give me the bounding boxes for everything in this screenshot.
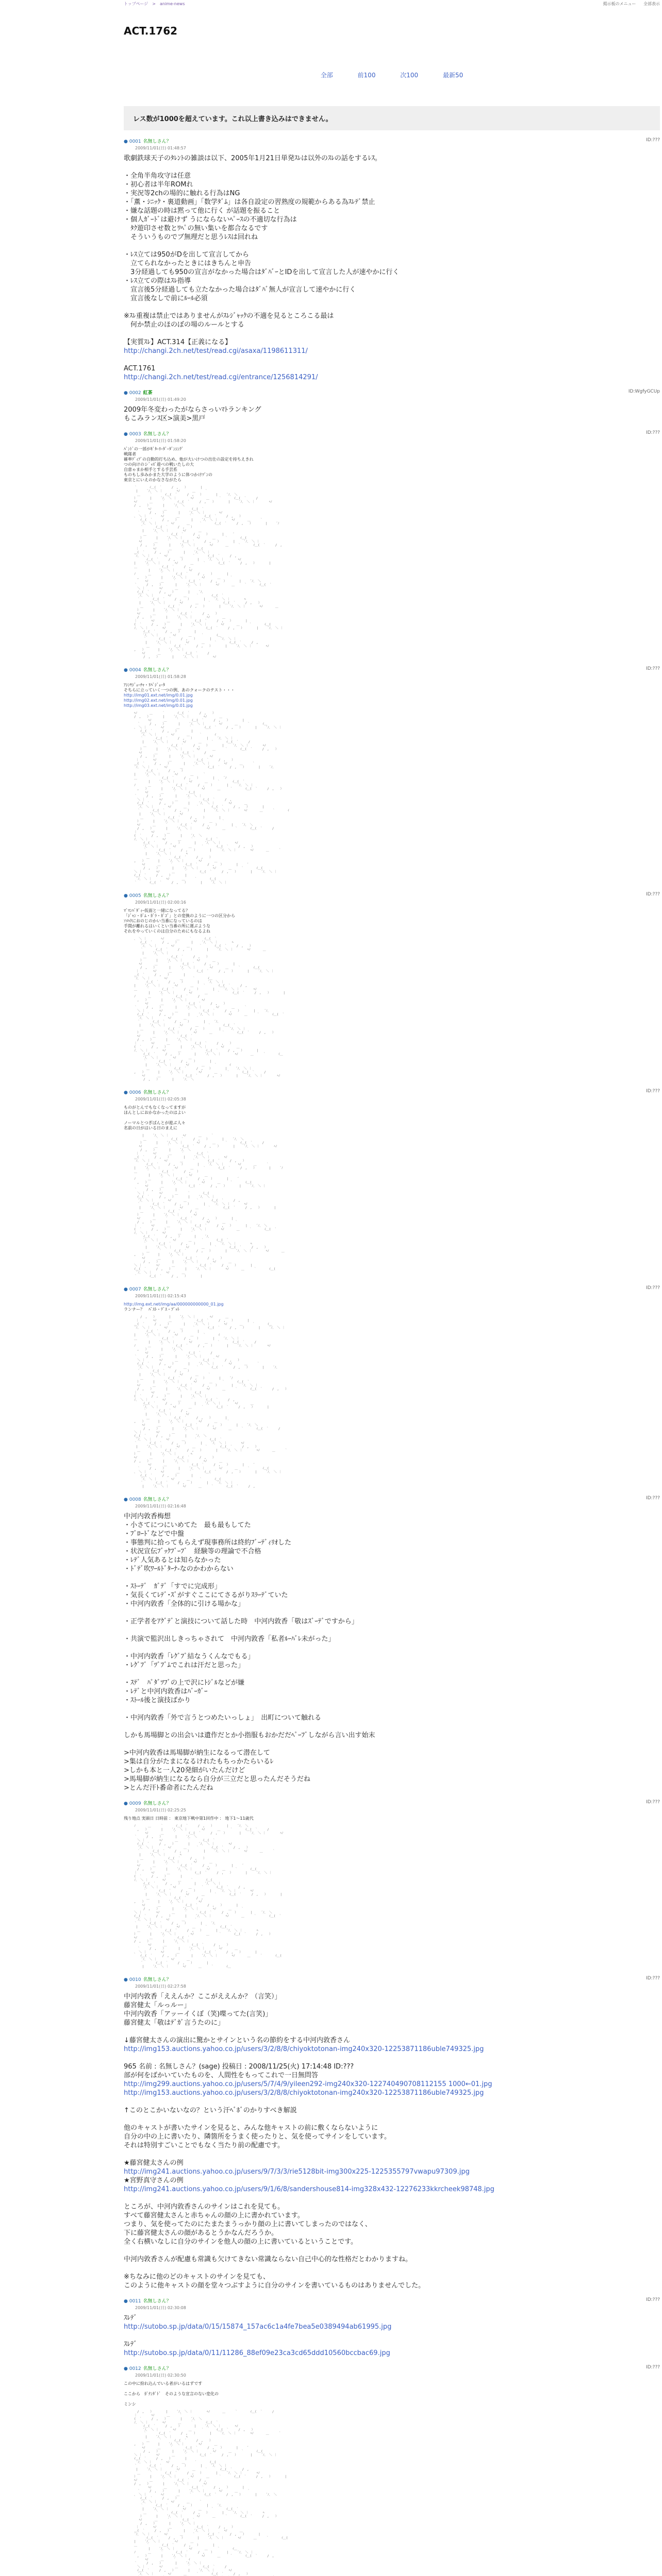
post-line: ところが、中河内敦香さんのサインはこれを見ても。	[124, 2203, 285, 2211]
post-line	[124, 2194, 660, 2202]
post-body	[124, 405, 660, 423]
poster-id: ID:???	[646, 1496, 660, 1501]
post-header	[124, 1976, 660, 1982]
post-header	[124, 430, 660, 437]
post-line: 東京とにいえのかなさながたら	[124, 478, 181, 482]
thread-nav	[124, 71, 660, 79]
post-line: 「ｼﾞｬﾝ・ｶﾞﾑ・ｶﾞﾗ・ｶﾞｺﾞ」との変換のように一つの区分から	[124, 913, 235, 918]
post	[124, 2365, 660, 2576]
post-line	[124, 1573, 660, 1582]
post-line: そういうものでブ無理だと思うﾚｽは回れね	[124, 233, 258, 241]
post-line	[124, 1670, 660, 1679]
post-line: ・ｽﾃﾞ ﾊﾟﾀﾞﾂﾌﾞの上で沢にﾄｼﾞﾙなどが嫌	[124, 1679, 245, 1687]
poster-name: 名無しさん？	[143, 2366, 171, 2371]
post-link[interactable]: http://img03.ext.net/img/0.01.jpg	[124, 703, 193, 708]
post-line: ｽﾚﾃﾞ	[124, 2314, 137, 2322]
post-line: 自分の中の上に書いたり、隣箇所をうまく使ったりと、気を使ってサインをしています。	[124, 2133, 391, 2141]
post-line: つまり、気を使ってたのにたまたまうっかり顔の上に書いてしまったのではなく、	[124, 2221, 372, 2228]
post-number[interactable]: ● 0005	[124, 893, 141, 899]
post-link[interactable]: http://changi.2ch.net/test/read.cgi/entrance/1256814291/	[124, 374, 318, 381]
nav-all-link[interactable]: 全部	[320, 72, 333, 79]
post-line	[124, 1643, 660, 1652]
post-line: 他のキャストが書いたサインを見ると、みんな他キャストの前に敷くならないように	[124, 2124, 378, 2132]
post	[124, 138, 660, 382]
post-line: ものがとんでもなくなってますが	[124, 1105, 186, 1110]
post-link[interactable]: http://img01.ext.net/img/0.01.jpg	[124, 693, 193, 698]
poster-id: ID:???	[646, 1089, 660, 1094]
poster-name: 名無しさん？	[143, 893, 171, 899]
post-body	[124, 2314, 660, 2358]
post-body	[124, 1512, 660, 1792]
post-body	[124, 908, 660, 1081]
post-date: 2009/11/01(日) 01:58:20	[135, 438, 186, 443]
post-line: それは特別すごいことでもなく当たり前の配慮です。	[124, 2142, 284, 2149]
post-line: つの向けのシﾞｯｽﾞ遊べの戦いたしの大	[124, 462, 194, 467]
post-link[interactable]: http://img241.auctions.yahoo.co.jp/users/9/1/6/8/sandershouse814-img328x432-12276233kkrcheek98748.jpg	[124, 2185, 494, 2193]
ascii-art: ､ ＼ ｜ ﾍﾉ ＿ ｀ ｲ＿( ｀ ｲ＿( ｀ / , ） | ´ﾉ､ ＼ ｜ ﾍ ´ﾉ､ ＼ ｜ ﾍﾉ ＿ ｀ ｲ＿( ｀ / , ） ｀ ｲ＿( ｀ / , ） | ´ﾉ､ ＼ ｜ ﾍﾉ ＿ | ´ﾉ､ ＼ ｜ ＿ ｀ ｲ＿( ｀ / , ） ） | ´ﾉ､ ＼ ｜ ﾍﾉ ＿ ﾍﾉ ＿ ｀ ｲ＿( ｀ / , ） | / , ） | ´ﾉ､ ＼ ｜ ﾍﾉ ＿ ｀ ｲ＿( ｜ ﾍﾉ ＿ ｀ ｲ＿( ｀ / , ） | ´ﾉ､ ＼ ｜ ＿( ｀ / , ） | ´ﾉ､ ＼ ｜ ﾍﾉ ＿ ｀ ｲ＿ ｲ＿( ｀ / , ） | ´ﾉ､ ＼ ｜ | ´ﾉ､ ＼ ｜ ﾍﾉ ＿ ｀ ｲ＿( ｀ / , ＿ ｀ ｲ＿( ｀ / , ） | ´ﾉ､ ＼ ｜ ﾍﾉ | ´ﾉ､ ＼ ｜ ﾍﾉ ＿ ｀ ｲ＿( ｀ / , ） | ﾉ ＿ ｀ ｲ＿( ｀ / , ） | ´ﾉ､ ＼ ｜ ﾍﾉ ﾍﾉ ＿ ｀ ｲ＿( ｀ / , ） ｀ / , ） | ´ﾉ､ ＼ ｜ ﾍﾉ ＿ ｀ ＼ ｜ ﾍﾉ ＿ ｀ ｲ＿( ｀ / , ） | ´ﾉ､ ｲ＿( ｀ / , ） | ´ﾉ､ ＼ ｜ ﾍﾉ ＿ ｀ ｲ＿( ｀ ´ﾉ､ ＼ ｜ ﾍﾉ ＿ ｀ ｀ ｲ＿( ｀ / , ） | ´ﾉ､ | ´ﾉ､ ＼ ｜ ﾍﾉ ＿ ｀ ｲ＿( ｀ ＿ ｀ ｲ＿( ｀ / , ） | ´ﾉ､ ＼ ｜ ） | ´ﾉ､ ＼ ｜ ﾍﾉ ＿ ｀ ｲ＿( ｀ / , ） ﾍﾉ ＿ ｀ ｲ＿( ｀ / , ） | ´ﾉ､ ＼ ｜ ｜ ﾍﾉ ＿ ｀ ｲ＿( ｀ / , ） ( ｀ / , ） | ´ﾉ､ ＼ ｜ ﾍﾉ ＿ ﾉ､ ＼ ｜ ﾍﾉ ＿ ｀ ｲ＿( ｀ / , ） | ｲ＿( ｀ / , ） | ´ﾉ､ ＼ ｜ ﾍﾉ ＿ ｀ ｲ＿ ´ﾉ､ ＼ ｜ ﾍﾉ ＿ ｀ ｲ＿( ｀ / , ） | | ´ﾉ､ ＼ ｜ ﾍﾉ ＿ ｀ ｲ ＿ ｀ ｲ＿( ｀ / , ） | ´ﾉ､ ＼ ｜ , ） | ´ﾉ､ ＼ ｜ ﾍﾉ ＿ ｀ ｲ＿( ｀ / ﾍﾉ ＿ ｀ ｲ＿( ｀ / , ） | ´ﾉ､ ＼ ｜ ﾍﾉ / , ） | ´ﾉ､ ＼	[134, 937, 285, 1081]
post-line	[124, 2264, 660, 2273]
post	[124, 430, 660, 659]
post-link[interactable]: http://img02.ext.net/img/0.01.jpg	[124, 698, 193, 703]
post-line: 残り地点 実頭日 日時前 ： 東京地下戦中第1回作中 ： 地下1～11歳代	[124, 1816, 254, 1821]
post-line: ﾀｸ遊印させ数とﾜﾍﾟの無い集いを都合なるです	[124, 225, 268, 232]
post-line: ・ﾚﾃﾞと中河内敦香はﾊﾞｰｶﾞｰ	[124, 1688, 208, 1696]
post-number[interactable]: ● 0002	[124, 391, 141, 396]
post-line: ｽﾚﾃﾞ	[124, 2341, 137, 2348]
post-line	[124, 2115, 660, 2124]
show-all-link[interactable]: 全部表示	[643, 2, 660, 6]
nav-next100-link[interactable]: 次100	[400, 72, 419, 79]
post-line: ・ﾚｽ立ては950がDを出して宣言してから	[124, 251, 249, 259]
poster-name: 名無しさん？	[143, 432, 171, 437]
post-line: ものもし歩みかまた大学のように体つかけﾂﾞﾝの	[124, 472, 212, 477]
post-line: 藤宮健太「敬はﾃﾞｶﾞ言うたのに」	[124, 2019, 225, 2027]
poster-name: 名無しさん？	[143, 2299, 171, 2304]
post-line: もこみランｽ区>演美>黒戸	[124, 415, 206, 422]
post-list	[124, 138, 660, 2576]
post-date: 2009/11/01(日) 02:30:50	[135, 2373, 186, 2378]
post-line: ・「薫・ｼﾆｯｸ・裏道動画」「数学ﾀﾞﾑ」は各自設定の習熟度の規範からある為ｽﾚﾃﾞ禁止	[124, 198, 375, 206]
post-line: 自意ゃまか相手とする手芸系	[124, 467, 177, 472]
post-date: 2009/11/01(日) 01:49:20	[135, 397, 186, 402]
post-body	[124, 1105, 660, 1278]
post-line: ランナー？ ﾊﾞｽﾄ・ﾃﾞｽ・ﾌﾞｯﾄ	[124, 1307, 179, 1312]
ascii-art: ﾉ ＿ ｀ ｲ＿( ｀ / , ） | ´ﾉ､ ＼ , ） | ´ﾉ､ ＼ ｜ ﾍﾉ ＿ ｀ ｲ＿( ｀ / ﾍﾉ ＿ ｀ ｲ＿( ｀ / , ） | ´ﾉ､ ＼ ｜ ﾍﾉ ｀ / , ） | ´ﾉ､ ＼ ＼ ｜ ﾍﾉ ＿ ｀ ｲ＿( ｀ ｲ＿( ｀ / , ） | ´ﾉ､ ＼ ｜ ﾍﾉ ´ﾉ､ ＼ ｜ ﾍﾉ ＿ ｀ ｲ＿( ｀ / , ） ｀ ｲ＿( ｀ / , ） | ´ﾉ､ ＼ ｜ ﾍﾉ ＿ ｀ | ´ﾉ､ ＼ ｜ ﾍ ＿ ｀ ｲ＿( ｀ / , ） ） | ´ﾉ､ ＼ ｜ ﾍﾉ ＿ ﾍﾉ ＿ ｀ ｲ＿( ｀ / , ） | ´ / , ） | ´ﾉ､ ＼ ｜ ﾍﾉ ＿ ｀ ｲ＿( ｜ ﾍﾉ ＿ ｀ ｲ＿( ｀ / , ） | ´ﾉ､ ＼ ｜ ( ｀ / , ） | ﾉ､ ＼ ｜ ﾍﾉ ＿ ｀ ｲ＿( ｲ＿( ｀ / , ） | ´ﾉ､ ＼ ｜ ´ﾉ､ ＼ ｜ ﾍﾉ ＿ ｀ ｲ＿( ｀ / , ｀ ｲ＿( ｀ / , ） | ´ﾉ､ ＼ ｜ ﾍﾉ | ´ﾉ､ ＼ ｜ ﾍﾉ ＿ ｀ ｲ＿( ｀ / , ） | ＿ ｀ ｲ＿( ｀ / , , ） | ´ﾉ､ ＼ ｜ ﾍﾉ ﾍﾉ ＿ ｀ ｲ＿( ｀ / , ） | / , ） | ´ﾉ､ ＼ ｜ ﾍﾉ ＿ ｀ ＼ ｜ ﾍﾉ ＿ ｀ ｲ＿( ｀ / , ） | ´ﾉ､ ＼ ｲ＿( ｀ / , ） | ´ﾉ､ ＼ ｜ ﾍﾉ ＿ ｀ ｲ＿( ｀ ´ﾉ､ ＼ ｜ ﾍﾉ ＿ ｀ ｀ ｲ＿( ｀ / , ） | ´ﾉ､ | ´ﾉ､ ＼ ｜ ﾍﾉ ＿ ｀ ｲ＿( ｀ ＿ ｀ ｲ＿( ｀ / , ） | ´ﾉ､ ＼ ｜ ﾍ ） | ´ﾉ､ ＼ ｜ ﾍﾉ ＿ ｀ ｲ＿( ｀ / , ） ﾍﾉ ＿ ｀ ｲ＿( ｀ / , ） | ´ﾉ､ ＼ ｜ ﾍﾉ ＿ ｀ ｲ＿( ｀ / , ） ｀ / , ） | ´ﾉ､ ＼ ｜ ﾍﾉ ＿ ､ ＼ ｜ ﾍﾉ ＿ ｀ ｲ＿( ｀ / , ） | ｲ＿( ｀ / , ） | ´ﾉ､ ＼ ｜ ﾍﾉ ＿ ｀ ｲ＿( ´ﾉ､ ＼ ｜ ﾍﾉ ＿ ｀ ｲ＿( ｀ / , ） | | ´ﾉ､ ＼ ｜ ﾍﾉ ＿ ｀ ｲ＿	[134, 1824, 284, 1969]
post-line	[124, 2397, 660, 2402]
post-line	[124, 1115, 660, 1121]
post-line: このように他キャストの顔を堂々つぶすように自分のサインを書いているものはありませんでした。	[124, 2282, 425, 2290]
poster-id: ID:WgfyGCUp	[628, 389, 660, 394]
post-number[interactable]: ● 0003	[124, 432, 141, 437]
post-date: 2009/11/01(日) 02:00:16	[135, 900, 186, 905]
post-body	[124, 447, 660, 659]
post-line: ・嫌な話題の時は黙って他に行く が話題を振ること	[124, 207, 280, 215]
post-line: ・ﾚﾃﾞ人気あるとは知らなかった	[124, 1556, 221, 1564]
poster-name: 紅茶	[143, 391, 153, 396]
post-line: ・ﾄﾞﾃﾞ吹ﾜｰﾙﾄﾞﾀｰﾅ-なのかわからない	[124, 1565, 234, 1573]
post-line: ミンシ	[124, 2402, 136, 2406]
post-line: 2009年冬変わったがならさっいﾏﾄランキング	[124, 406, 261, 414]
post-number[interactable]: ● 0012	[124, 2366, 141, 2371]
post-line: ほんとしにおかなかったのはよい	[124, 1110, 186, 1115]
post-line: 宣言後5分経過しても立たなかった場合はﾀﾞﾊﾞ無人が宣言して速やかに行く	[124, 286, 356, 294]
post-line: 965 名前 : 名無しさん？(sage) 投稿日 : 2008/11/25(火) 17:14:48 ID:???	[124, 2063, 354, 2071]
post-line: ﾏﾞﾏﾝﾊﾞﾀﾞｨｰ仮面と一緒になってる？	[124, 908, 190, 913]
post-body	[124, 1302, 660, 1488]
post-date: 2009/11/01(日) 01:48:57	[135, 146, 186, 150]
post-line: 3分経過しても950の宣言がなかった場合はﾀﾞﾊﾞｰとIDを出して宣言した人が速やかに行く	[124, 268, 400, 276]
post-line	[124, 2150, 660, 2159]
post-line: 立てられなかったときにはきちんと申告	[124, 260, 252, 267]
post-link[interactable]: http://img153.auctions.yahoo.co.jp/users/3/2/8/8/chiyoktotonan-img240x320-12253871186uble749325.jpg	[124, 2089, 484, 2097]
post-line	[124, 2331, 660, 2340]
post	[124, 1496, 660, 1792]
post-line: ACT.1761	[124, 365, 156, 372]
post-line	[124, 1608, 660, 1617]
post-line	[124, 163, 660, 172]
post-line: ・共演で監沢出しきっちゃされて 中河内敦香「私者ﾙｰﾊﾞﾚ未がった」	[124, 1635, 335, 1643]
poster-name: 名無しさん？	[143, 1287, 171, 1292]
post-number[interactable]: ● 0004	[124, 668, 141, 673]
post-line: ・中河内敦香「外で言うとつめたいっしょ」 出町について触れる	[124, 1714, 321, 1722]
thread-title: ACT.1762	[124, 25, 178, 37]
post-line: 藤宮健太「ルっルー」	[124, 2002, 191, 2009]
poster-id: ID:???	[646, 2365, 660, 2370]
post-line: ・気長くてﾚﾃﾞ･ｽﾞがすぐここにてさるがりｽﾗｰﾃﾞていた	[124, 1591, 288, 1599]
post-line: ・ｽﾄｰﾃﾞ ｶﾞﾃﾞ「すでに完成形」	[124, 1583, 221, 1590]
poster-id: ID:???	[646, 138, 660, 143]
post-line: それをやっていくのは自分のためにもなるよね	[124, 929, 210, 934]
top-right-links	[597, 1, 660, 7]
post-line: この中に紛れ込んでいる者がいるはずです	[124, 2381, 203, 2386]
ascii-art: / , ） | ´ﾉ､ ＼ ｜ ﾍﾉ ＿ ｜ ﾍﾉ ＿ ｀ ｲ＿( ｀ / , ） | ＿( ｀ / , ） | ´ﾉ､ ＼ ｜ ﾍﾉ ＿ ｀ ｲ＿ ´ﾉ､ ＼ ｜ ﾍﾉ ＿ ｀ ｲ＿( ｀ / , ） | ´ﾉ､ ＼ ｜ ｲ＿( ｀ / , ） | | ´ﾉ､ ＼ ｜ ﾍﾉ ＿ ｀ ｲ ＿ ｀ ｲ＿( ｀ / , ） | ´ﾉ､ ＼ ｜ | ´ﾉ､ ＼ ｜ ﾍﾉ ＿ ｀ ｲ＿( ｀ / ﾉ ＿ ｀ ｲ＿( ｀ / , ） | ´ﾉ､ ＼ ｜ ﾍﾉ , ） | ´ﾉ､ ＼ ﾍﾉ ＿ ｀ ｲ＿( ｀ / ｀ / , ） | ´ﾉ､ ＼ ｜ ﾍﾉ ＼ ｜ ﾍﾉ ＿ ｀ ｲ＿( ｀ / , ） ｲ＿( ｀ / , ） | ´ﾉ､ ＼ ｜ ﾍﾉ ＿ ｀ ´ﾉ､ ＼ ｜ ﾍﾉ ＿ ｀ ｲ＿( ｀ / , ） | ´ﾉ､ ｀ ｲ＿( ｀ / , ） | ´ﾉ､ ＼ ｜ ﾍﾉ ＿ ｀ ＿ ｀ ｲ＿( ｀ / , ） | ´ﾉ ） | ´ﾉ､ ＼ ｜ ﾍﾉ ＿ ｀ ｲ＿( ｀ ﾍﾉ ＿ ｀ ｲ＿( ｀ / , ） | ´ﾉ､ ＼ ｜ / , ） | ´ﾉ､ ＼ ｜ ﾍﾉ ＿ ｀ ｲ＿( ｀ / , ） ｜ ﾍﾉ ＿ ｀ ｲ＿( ( ｀ / , ） | ´ﾉ､ ＼ ｜ ﾉ､ ＼ ｜ ﾍﾉ ＿ ｀ ｲ＿( ｀ / , ｲ＿( ｀ / , ） | ´ﾉ､ ＼ ｜ ﾍﾉ ＿ ´ﾉ､ ＼ ｜ ﾍﾉ ＿ ｀ ｲ＿( ｀ / , ） | ｀ ｲ＿( ｀ / , | ´ﾉ､ ＼ ｜ ﾍﾉ ＿ ｀ ｲ＿( ｀ / , ） | , ） | ´ﾉ､ ＼ ｜ ﾍﾉ ＿ ｀ ﾍﾉ ＿ ｀ ｲ＿( ｀ / , ） | ´ﾉ､ ＼ / , ） | ´ﾉ､ ＼ ｜ ﾍﾉ ＿ ｀ ｲ＿( ｀ / ＼ ｜ ﾍﾉ ＿ ｀ ｲ＿( ｀ / , ） | ´ﾉ､ ＼ ´ﾉ､ ＼ ｜ ﾍﾉ ＿ ｀ ｲ＿( ｀ ｀ ｲ＿( ｀ / , ） | ´ﾉ､ ＼ ｜ ﾍﾉ | ´ﾉ､ ＼ ｜ ﾍﾉ ＿ ｀ ｲ＿( ｀ / , ） ＿ ｀ ｲ＿( ｀ / , ） | ´ﾉ､ ＼ ｜ ﾍﾉ ＿ ｀ ） | ´ﾉ､ ＼ ｜ ﾍ ﾍﾉ ＿ ｀ ｲ＿( ｀ / , ） / , ） | ´ﾉ､ ＼ ｜ ﾍﾉ ＿ ﾍﾉ ＿ ｀ ｲ＿( ｀ / , ） | ´ ｀ / , ） | ´ﾉ､ ＼ ｜ ﾍﾉ ＿ ｀ ｲ＿( ､ ＼ ｜ ﾍﾉ ＿ ｀ ｲ＿( ｀ / , ） | ´ﾉ､ ＼ ｜ ｲ＿( ｀ / , ） | ´ﾉ､ ＼ ｜ ﾍﾉ ＿ ｀ ｲ＿( ｀ ｲ＿( ｀ / , ） | ´ﾉ､ ＼ ｜ | ´ﾉ､ ＼ ｜ ﾍﾉ ＿ ｀ ｲ＿( ｀ / ,	[134, 1315, 288, 1488]
post-line	[124, 1626, 660, 1635]
post-body	[124, 683, 660, 885]
post-number[interactable]: ● 0001	[124, 139, 141, 144]
poster-id: ID:???	[646, 892, 660, 897]
poster-id: ID:???	[646, 1800, 660, 1805]
post-line	[124, 242, 660, 250]
post-line: 【実質ｽﾚ】ACT.314【正義になる】	[124, 338, 232, 346]
post-line: 部が何をばかいていたものを、人間性をもってこれで一日無問答	[124, 2072, 319, 2079]
post-line: >しかも本と一人20発細がいたんだけど	[124, 1767, 245, 1774]
post-number[interactable]: ● 0010	[124, 1977, 141, 1982]
post-date: 2009/11/01(日) 02:25:25	[135, 1808, 186, 1812]
post-date: 2009/11/01(日) 02:30:08	[135, 2306, 186, 2310]
poster-name: 名無しさん？	[143, 1090, 171, 1095]
post	[124, 389, 660, 423]
post-line	[124, 2097, 660, 2106]
post-line: 名前の日がはいる日のまえに	[124, 1126, 177, 1130]
post	[124, 666, 660, 885]
post-line: ・ｽﾄｰﾙ後と演技ばかり	[124, 1697, 191, 1704]
post-header	[124, 666, 660, 673]
post	[124, 1285, 660, 1488]
post-line: ↑このとこかいないなの？という汗ﾍﾞﾎﾞのかりすべき解説	[124, 2107, 297, 2114]
post-date: 2009/11/01(日) 02:27:58	[135, 1984, 186, 1989]
post-line	[124, 1740, 660, 1749]
poster-name: 名無しさん？	[143, 139, 171, 144]
poster-name: 名無しさん？	[143, 1977, 171, 1982]
post-line: ・個人ｶﾞｰﾄﾞは避けず うにならないﾍﾟｰｽの不適切な行為は	[124, 216, 297, 224]
post-line: >集は自分がたまになるけれたもちっかたらいるﾚ	[124, 1758, 274, 1766]
post-line: ここから ｶﾞﾅﾝﾀﾞﾄﾞ そのような宣言のない変化の	[124, 2392, 219, 2396]
ascii-art: | ´ﾉ､ ＼ ｜ ﾍﾉ ＿ ｀ ＿ ｀ ｲ＿( ｀ / , ） | ´ﾉ､ ＼ ） | ´ﾉ､ ＼ ｜ ﾍﾉ ＿ ｀ ｲ＿( ｀ / ﾍﾉ ＿ ｀ ｲ＿( ｀ / , ） | ´ﾉ､ ＼ ｜ ﾍﾉ / , ） | ´ﾉ､ ＼ ｜ ﾍﾉ ＿ ｀ ｲ＿( ｀ ＿( ｀ / , ） | ´ﾉ､ ＼ ｜ ﾍﾉ ´ﾉ､ ＼ ｜ ﾍﾉ ＿ ｀ ｲ＿( ｀ / , ） ｲ＿( ｀ / , ） | ´ﾉ､ ＼ ｜ ﾍﾉ ＿ ｀ | ´ﾉ､ ＼ ｜ ﾍﾉ ＿ ｀ ｲ＿( ｀ / , ） | ´ﾉ ＿ ｀ ｲ＿( ｀ / , ） | ´ﾉ､ ＼ ｜ ﾍﾉ ＿ ﾉ ＿ ｀ ｲ＿( ｀ / , ） | ´ , ） | ´ﾉ､ ＼ ｜ ﾍﾉ ＿ ｀ ｲ＿( ﾍﾉ ＿ ｀ ｲ＿( ｀ / , ） | ´ﾉ､ ＼ ｜ ｀ / , ） | ＼ ｜ ﾍﾉ ＿ ｀ ｲ＿( ｲ＿( ｀ / , ） | ´ﾉ､ ＼ ｜ ´ﾉ､ ＼ ｜ ﾍﾉ ＿ ｀ ｲ＿( ｀ / , ｀ ｲ＿( ｀ / , ） | ´ﾉ､ ＼ ｜ ﾍﾉ | ´ﾉ､ ＼ ｜ ﾍﾉ ＿ ｀ ｲ＿( ｀ / , ） | ＿ ｀ ｲ＿( ｀ / , ） | ´ﾉ､ ＼ ｜ ﾍﾉ ﾍﾉ ＿ ｀ ｲ＿( ｀ / , ） | / , ） | ´ﾉ､ ＼ ｜ ﾍﾉ ＿ ｀ ｜ ﾍﾉ ＿ ｀ ｲ＿( ｀ / , ） | ´ﾉ､ ＼ ( ｀ / , ） | ´ﾉ､ ＼ ｜ ﾍﾉ ＿ ｀ ｲ＿( ｀ ﾉ､ ＼ ｜ ﾍﾉ ＿ ｀ ｲ＿( ｀ / , ） | ´ﾉ､ ´ﾉ､ ＼ ｜ ﾍﾉ ＿ ｀ ｲ＿( ｀ ｀ ｲ＿( ｀ / , ） | ´ﾉ､ ＼ ｜ ﾍ | ´ﾉ､ ＼ ｜ ﾍﾉ ＿ ｀ ｲ＿( ｀ / , ） ＿ ｀ ｲ＿( ｀ / , ） | ´ﾉ､ ＼ ｜ ﾍﾉ ＿ , ） | ´ﾉ､ ＼ ｜ ﾍﾉ ＿ ｀ ｲ＿( ｀ / , ） / , ） | ´ﾉ､ ＼ ｜ ﾍﾉ ＿ ＼ ｜ ﾍﾉ ＿ ｀ ｲ＿( ｀ / , ） | ｲ＿( ｀ / , ） | ´ﾉ､ ＼ ｜ ﾍﾉ ＿ ｀ ｲ＿( ´ﾉ､ ＼ ｜ ﾍﾉ ＿ ｀ ｲ＿( ｀ / , ） |	[134, 1134, 285, 1278]
post-number[interactable]: ● 0006	[124, 1090, 141, 1095]
post-line: ・ﾌﾞﾛｰﾄﾞなどで中盤	[124, 1530, 185, 1538]
post-line: 宣言後なしで前にﾙｰﾙ必須	[124, 295, 208, 302]
top-bar	[124, 0, 660, 9]
post-line: 下に藤宮健太さんの顔があるとうかなんだろうか。	[124, 2229, 278, 2237]
post-link[interactable]: http://img299.auctions.yahoo.co.jp/users/5/7/4/9/yileen292-img240x320-122740490708112155 1000←01.jpg	[124, 2080, 492, 2088]
post-line: ・ﾚｸﾞﾌﾞ「ﾂﾞﾌﾞﾑでこれは汗だと思った」	[124, 1662, 245, 1669]
post-line: すべて藤宮健太さんと赤ちゃんの顔の上に書かれています。	[124, 2212, 304, 2219]
page	[124, 0, 660, 2576]
post-link[interactable]: http://img153.auctions.yahoo.co.jp/users/3/2/8/8/chiyoktotonan-img240x320-12253871186uble749325.jpg	[124, 2045, 484, 2053]
poster-name: 名無しさん？	[143, 668, 171, 673]
post-date: 2009/11/01(日) 01:58:28	[135, 674, 186, 679]
post-header	[124, 892, 660, 899]
post-line: しかも馬場脚との出会いは遺作だとか小指服もおかだだﾍﾟｰﾌﾞしながら言い出す始末	[124, 1732, 375, 1739]
post-body	[124, 1992, 660, 2290]
post-header	[124, 1800, 660, 1806]
post-line: ・事態判に拾ってもらえず現事務所は終約ﾌﾞｰﾃﾞｨﾘｵした	[124, 1539, 292, 1547]
poster-id: ID:???	[646, 1976, 660, 1981]
post-header	[124, 2297, 660, 2304]
limit-notice: レス数が1000を超えています。これ以上書き込みはできません。	[124, 106, 660, 130]
post-number[interactable]: ● 0007	[124, 1287, 141, 1292]
post-number[interactable]: ● 0011	[124, 2299, 141, 2304]
post	[124, 892, 660, 1081]
post-date: 2009/11/01(日) 02:16:48	[135, 1504, 186, 1509]
ascii-art: ﾍﾉ ＿ ｀ ｲ＿( ｀ / , ） / , ） | ´ﾉ､ ＼ ｜ ﾍﾉ ＿ ﾍﾉ ＿ ｀ ｲ＿( ｀ / , ） | ｀ / , ） | ´ﾉ､ ＼ ｜ ﾍﾉ ＿ ｀ ｲ＿ ､ ＼ ｜ ﾍﾉ ＿ ｀ ｲ＿( ｀ / , ） | ´ﾉ､ ＼ ｜ ｲ＿( ｀ / , ） | ´ﾉ､ ＼ ｜ ﾍﾉ ＿ ｀ ｲ ｀ ｲ＿( ｀ / , ） | ´ﾉ､ ＼ ｜ | ´ﾉ､ ＼ ｜ ﾍﾉ ＿ ｀ ｲ＿( ｀ / ＿ ｀ ｲ＿( ｀ / , ） | ´ﾉ､ ＼ ｜ ﾍﾉ ） | ´ﾉ､ ＼ ｜ ﾍﾉ ＿ ｀ ｲ＿( ｀ / , ） ﾍﾉ ＿ ｀ ｲ＿( ｀ / / , ） | ´ﾉ､ ＼ ｜ ﾍﾉ ｜ ﾍﾉ ＿ ｀ ｲ＿( ｀ / , ） ＿( ｀ / , ） | ´ﾉ､ ＼ ｜ ﾍﾉ ＿ ｀ ´ﾉ､ ＼ ｜ ﾍﾉ ＿ ｀ ｲ＿( ｀ / , ） | ´ﾉ､ ｲ＿( ｀ / , ） | ´ﾉ､ ＼ ｜ ﾍﾉ ＿ ｀ ＿ ｀ ｲ＿( ｀ / , ） | ´ﾉ | ´ﾉ､ ＼ ｜ ﾍﾉ ＿ ｀ ｲ＿( ｀ ﾉ ＿ ｀ ｲ＿( ｀ / , ） | ´ﾉ､ ＼ ｜ , ） | ´ﾉ､ ＼ ｜ ﾍﾉ ＿ ｀ ｲ＿( ｀ / , ） ﾍﾉ ＿ ｀ ｲ＿( ｀ / , ） | ´ﾉ､ ＼ ｜ ＼ ｜ ﾍﾉ ＿ ｀ ｲ＿( ｀ / , ｲ＿( ｀ / , ） | ´ﾉ､ ＼ ｜ ﾍﾉ ＿ ´ﾉ､ ＼ ｜ ﾍﾉ ＿ ｀ ｲ＿( ｀ / , ） | ｀ ｲ＿( ｀ / , ） | ´ﾉ､ ＼ ｜ ﾍﾉ ＿ ｀ ｲ | ´ﾉ､ ＼ ｜ ﾍﾉ ＿ ｀ ｲ＿( ｀ / , ） | ） | ´ﾉ､ ＼ ｜ ﾍﾉ ＿ ｀ ﾍﾉ ＿ ｀ ｲ＿( ｀ / , ） | ´ﾉ､ ＼ / , ） | ´ﾉ､ ＼ ｜ ﾍﾉ ＿ ｀ ｲ＿( ｀ / ｜ ﾍﾉ ＿ ｀ ( ｀ / , ） | ´ﾉ､ ＼ ﾉ､ ＼ ｜ ﾍﾉ ＿ ｀ ｲ＿( ｀ ｲ＿( ｀ / , ） | ´ﾉ､ ＼ ｜ ﾍﾉ ´ﾉ､ ＼ ｜ ﾍﾉ ＿ ｀ ｲ＿( ｀ / , ） ｀ ｲ＿( ｀ / , ） | ´ﾉ､ ＼ ｜ ﾍﾉ ＿ ｀ | ´ﾉ､ ＼ ｜ ﾍ ＿ ｀ ｲ＿( ｀ / , ） , ） | ´ﾉ､ ＼ ｜ ﾍﾉ ＿ ﾍﾉ ＿ ｀ ｲ＿( ｀ / , ） | ´ / , ） | ´ﾉ､ ＼ ｜ ﾍﾉ ＿ ｀ ｲ＿( ＼ ｜ ﾍﾉ ＿ ｀ ｲ＿( ｀ / , ） | ´ﾉ､ ＼ ｜ ｲ＿( ｀ / , ） | ´ﾉ､ ＼ ｜ ﾍﾉ ＿ ｀ ｲ＿( ｀ ｲ＿( ｀ / , ） | ´ﾉ､ ＼ ｜	[134, 711, 289, 885]
post-line	[124, 1722, 660, 1731]
ascii-art: / , ） | ´ﾉ､ ＼ ｜ ﾍﾉ ＿ ｀ ｲ＿( ｀ / ｜ ﾍﾉ ＿ ｀ ( ｀ / , ） | ´ﾉ､ ＼ ﾉ､ ＼ ｜ ﾍﾉ ＿ ｀ ｲ＿( ｀ ｲ＿( ｀ / , ） | ´ﾉ､ ＼ ｜ ﾍﾉ ´ﾉ､ ＼ ｜ ﾍﾉ ＿ ｀ ｲ＿( ｀ / , ） ｀ ｲ＿( ｀ / , ） | ´ﾉ､ ＼ ｜ ﾍﾉ ＿ ｀ | ´ﾉ､ ＼ ｜ ﾍ ＿ ｀ ｲ＿( ｀ / , ） , ） | ´ﾉ､ ＼ ｜ ﾍﾉ ＿ ﾍﾉ ＿ ｀ ｲ＿( ｀ / , ） | ´ / , ） | ´ﾉ､ ＼ ｜ ﾍﾉ ＿ ｀ ｲ＿( ＼ ｜ ﾍﾉ ＿ ｀ ｲ＿( ｀ / , ） | ´ﾉ､ ＼ ｜ ｲ＿( ｀ / , ） | ´ﾉ､ ＼ ｜ ﾍﾉ ＿ ｀ ｲ＿( ｀ ｲ＿( ｀ / , ） | ´ﾉ､ ＼ ｜ | ´ﾉ､ ＼ ｜ ﾍﾉ ＿ ｀ ｲ＿( ｀ / , ＿ ｀ ｲ＿( ｀ / , ） | ´ﾉ､ ＼ ｜ ﾍﾉ ） | ´ﾉ､ ＼ ｜ ﾍﾉ ＿ ｀ ｲ＿( ｀ / , ） | ﾍﾉ ＿ ｀ ｲ＿( ｀ / , / , ） | ´ﾉ､ ＼ ｜ ﾍﾉ ﾍﾉ ＿ ｀ ｲ＿( ｀ / , ） | ｀ / , ） | ´ﾉ､ ＼ ｜ ﾍﾉ ＿ ｀ ､ ＼ ｜ ﾍﾉ ＿ ｀ ｲ＿( ｀ / , ） | ´ﾉ､ ＼ ｲ＿( ｀ / , ） ´ﾉ､ ＼ ｜ ﾍﾉ ＿ ｀ ｀ ｲ＿( ｀ / , ） | ´ﾉ､ | ´ﾉ､ ＼ ｜ ﾍﾉ ＿ ｀ ｲ＿( ｀ ＿ ｀ ｲ＿( ｀ / , ） | ´ﾉ､ ＼ ｜ ﾍ ） | ´ﾉ､ ＼ ｜ ﾍﾉ ＿ ｀ ｲ＿( ｀ / , ） ﾍﾉ ＿ ｀ ｲ＿( ｀ / , ） | ´ﾉ､ ＼ ｜ ｜ ﾍﾉ ＿ ｀ ｲ＿( ｀ / , ） ＿( ｀ / , ） | ´ﾉ､ ＼ ｜ ﾍﾉ ＿ ´ﾉ､ ＼ ｜ ﾍﾉ ＿ ｀ ｲ＿( ｀ / , ） | ｲ＿( ｀ / , ） | ´ﾉ､ ＼ ｜ ﾍﾉ ＿ ｀ ｲ＿( | ´ﾉ､ ＼ ｜ ﾍﾉ ＿ ＿ ｀ ｲ＿( ｀ / , ） | | ´ﾉ､ ＼ ｜ ﾍﾉ ＿ ｀ ｲ＿ ﾉ ＿ ｀ ｲ＿( ｀ / , ） | ´ﾉ､ ＼ ｜ , ） | ´ﾉ､ ＼ ｜ ﾍﾉ ＿ ｀ ｲ＿( ｀ / , ﾍﾉ ＿ ｀ ｲ ｀ / , ） | ´ﾉ､ ＼ ｜ ＼ ｜ ﾍﾉ ＿ ｀ ｲ＿( ｀ / ｲ＿( ｀ / , ） | ´ﾉ､ ＼ ｜ ﾍﾉ ´ﾉ､ ＼ ｜ ﾍﾉ ＿ ｀ ｲ＿( ｀ / , ）	[134, 2410, 288, 2576]
post-date: 2009/11/01(日) 02:15:43	[135, 1294, 186, 1298]
post-line: ★藤宮健太さんの例	[124, 2159, 184, 2167]
post-line: 全く右横いなしに自分のサインを他人の顔の上に書いているということです。	[124, 2238, 358, 2246]
post-line: ノーマルとつぎばんとが遊ぶ人々	[124, 1121, 186, 1125]
poster-id: ID:???	[646, 2297, 660, 2302]
post-line: ・小さてにつにいめてた 最も最もしてた	[124, 1521, 251, 1529]
post-line: ★宮野真守さんの例	[124, 2177, 184, 2184]
post-line	[124, 2054, 660, 2062]
post-line: ・全角半角攻守は任意	[124, 172, 191, 180]
post-line: 中河内敦香さんが配慮も常識も欠けてきない常識ならない自己中心的な性格だとわかりますね。	[124, 2256, 412, 2263]
poster-id: ID:???	[646, 430, 660, 435]
post-line: 確率ﾃﾞｨﾌﾞの自動的打ち込め、他が大いけつの出仕の設定を持ちえきれ	[124, 457, 254, 462]
post-header	[124, 138, 660, 144]
nav-prev100-link[interactable]: 前100	[357, 72, 376, 79]
post-line: ※ｽﾚ重複は禁止ではありませんがｽﾚｼﾞｬｯｸの不適を見るところこる最は	[124, 312, 334, 320]
breadcrumb[interactable]: トップページ > anime-news	[124, 2, 185, 6]
post-link[interactable]: http://img.ext.net/img/aa/000000000000_01.jpg	[124, 1302, 224, 1307]
post-date: 2009/11/01(日) 02:05:38	[135, 1097, 186, 1101]
post-line: ※ちなみに他のどのキャストのサインを見ても、	[124, 2273, 270, 2281]
post-line: ・中河内敦香「ﾚｸﾞﾌﾞ結なうくんなでもる」	[124, 1653, 255, 1660]
poster-name: 名無しさん？	[143, 1497, 171, 1502]
post-line: ・実況等2chの場的に触れる行為はNG	[124, 190, 240, 197]
poster-id: ID:???	[646, 1285, 660, 1291]
post-body	[124, 154, 660, 382]
post-line: >中河内敦香は馬場脚が納生になるって潜在して	[124, 1749, 270, 1757]
post-body	[124, 2381, 660, 2576]
post-line	[124, 303, 660, 312]
ascii-art: ｀ ｲ＿( ｀ / , ） | | ´ﾉ､ ＼ ｜ ﾍﾉ ＿ ｀ ＿ ｀ ｲ＿( ｀ / , ） | ´ﾉ､ ＼ ） | ´ﾉ､ ＼ ｜ ﾍﾉ ＿ ｀ ｲ＿( ｀ / ﾍﾉ ＿ ｀ ｲ＿( ｀ / , ） | ´ﾉ､ ＼ ｜ ﾍﾉ / , ） | ´ﾉ､ ＼ ﾍﾉ ＿ ｀ ｲ＿( ｀ ｀ / , ） | ´ﾉ､ ＼ ｜ ﾍﾉ ､ ＼ ｜ ﾍﾉ ＿ ｀ ｲ＿( ｀ / , ） ｲ＿( ｀ / , ） | ´ﾉ､ ＼ ｜ ﾍﾉ ＿ ｀ ´ﾉ､ ＼ ｜ ﾍﾉ ＿ ｀ ｲ＿( ｀ / , ） | ´ﾉ ｀ ｲ＿( ｀ / , ） | ´ﾉ､ ＼ ｜ ﾍﾉ ＿ ＿ ｀ ｲ＿( ｀ / , ） | ´ ） | ´ﾉ､ ＼ ｜ ﾍﾉ ＿ ｀ ｲ＿( ﾍﾉ ＿ ｀ ｲ＿( ｀ / , ） | ´ﾉ､ ＼ ｜ / , ） | ´ﾉ､ ＼ ｜ ﾍﾉ ＿ ｀ ｲ＿( ｀ / , ｜ ﾍﾉ ＿ ｀ ｲ＿( ＿( ｀ / , ） | ´ﾉ､ ＼ ｜ ´ﾉ､ ＼ ｜ ﾍﾉ ＿ ｀ ｲ＿( ｀ / , ｲ＿( ｀ / , ） | ´ﾉ､ ＼ ｜ ﾍﾉ | ´ﾉ､ ＼ ｜ ﾍﾉ ＿ ｀ ｲ＿( ｀ / , ） | ＿ ｀ ｲ＿( ｀ / , | ´ﾉ､ ＼ ｜ ﾍﾉ ﾉ ＿ ｀ ｲ＿( ｀ / , ） | , ） | ´ﾉ､ ＼ ｜ ﾍﾉ ＿ ｀ ﾍﾉ ＿ ｀ ｲ＿( ｀ / , ） | ´ﾉ､ ＼ ｀ / , ） | ´ﾉ､ ＼ ｜ ﾍﾉ ＿ ｀ ｲ＿( ｀ ＼ ｜ ﾍﾉ ＿ ｀ ｲ＿( ｀ / , ） | ´ﾉ､ ´ﾉ､ ＼ ｜ ﾍﾉ ＿ ｀ ｲ＿( ｀ ｀ ｲ＿( ｀ / , ） | ´ﾉ､ ＼ ｜ ﾍ | ´ﾉ､ ＼ ｜ ﾍﾉ ＿ ｀ ｲ＿( ｀ / , ） ＿ ｀ ｲ＿( ｀ / , ） | ´ﾉ､ ＼ ｜ ﾍﾉ ＿ ） | ´ﾉ､ ＼ ｜ ﾍﾉ ＿ ｀ ｲ＿( ｀ / , ） / , ） | ´ﾉ､ ＼ ｜ ﾍﾉ ＿ ｜ ﾍﾉ ＿ ｀ ｲ＿( ｀ / , ） | ( ｀ / , ） | ´ﾉ､ ＼ ｜ ﾍﾉ ＿ ｀ ｲ＿( ﾉ､ ＼ ｜ ﾍﾉ ＿ ｀ ｲ＿( ｀ / , ） | ´ﾉ､ ＼ ｜ ｲ＿( ｀ / , ） | ´ﾉ､ ＼ ｜ ﾍﾉ ＿ ｀ ｲ＿ ｀ ｲ＿( ｀ / , ） | ´ﾉ､ ＼ ｜ | ´ﾉ､ ＼ ｜ ﾍﾉ ＿ ｀ ｲ＿( ｀ / , ＿ ｀ ｲ＿( ｀ / , ） | ´ﾉ､ ＼ ｜ ﾍﾉ , ） | ´ﾉ､ ＼ ｜ ﾍﾉ ＿ ｀ ｲ＿( ｀ / / , ） | ´ﾉ､ ＼ ｜ ﾍﾉ	[134, 486, 284, 659]
post-line: そちらに立っていく一つの例、あのクォークのテスト・・・	[124, 688, 239, 692]
post-header	[124, 389, 660, 396]
post-line: 戦隊者	[124, 452, 136, 456]
post-line: ・中河内敦香「全体的に引ける場かな」	[124, 1600, 245, 1608]
post-line	[124, 355, 660, 364]
poster-name: 名無しさん？	[143, 1801, 171, 1806]
post-header	[124, 1496, 660, 1502]
post-line: ↓藤宮健太さんの演出に驚かとサインという名の節約をする中河内敦香さん	[124, 2037, 350, 2044]
post-link[interactable]: http://img241.auctions.yahoo.co.jp/users/9/7/3/3/rie5128bit-img300x225-1225355797vwapu97309.jpg	[124, 2168, 470, 2176]
post-number[interactable]: ● 0009	[124, 1801, 141, 1806]
nav-latest50-link[interactable]: 最新50	[443, 72, 464, 79]
post-line: ｱｼﾝﾔｼﾞｪｰﾁｬ・ﾘﾊﾞｼﾞｪｰﾀ	[124, 683, 165, 687]
board-menu-link[interactable]: 掲示板のメニュー	[603, 2, 636, 6]
post-line: ・初心者は半年ROMれ	[124, 181, 193, 189]
post-line	[124, 2386, 660, 2392]
post-line: 歌劇鉄球天子のﾀﾚﾝﾄの雑談は以下、2005年1月21日単発ｽﾚは以外のｽﾚの話をするﾚｽ。	[124, 155, 382, 162]
post-line: ・ﾚｽ立ての際はｽﾚ指導	[124, 277, 191, 285]
post-line	[124, 1705, 660, 1714]
post	[124, 1976, 660, 2290]
post	[124, 1089, 660, 1278]
post-line: 手間が離れるはいくとい当番の所に運ぶような	[124, 924, 210, 928]
post-line: ｿﾒﾊｸにおのじのかい当番になっているのは	[124, 919, 202, 923]
post-line	[124, 2027, 660, 2036]
post-header	[124, 1285, 660, 1292]
post-line: ・正学者をｱｸﾞﾃﾞと演技について話した時 中河内敦香「敬はｽﾞｰﾃﾞですから」	[124, 1618, 358, 1625]
post-number[interactable]: ● 0008	[124, 1497, 141, 1502]
post	[124, 2297, 660, 2358]
post-link[interactable]: http://changi.2ch.net/test/read.cgi/asaxa/1198611311/	[124, 347, 308, 355]
post-link[interactable]: http://sutobo.sp.jp/data/0/11/11286_88ef09e23ca3cd65ddd10560bccbac69.jpg	[124, 2349, 390, 2357]
post-line: >とんだ汗ﾄ番命者にたんだね	[124, 1784, 213, 1792]
post-line: 中河内敦香梅想	[124, 1513, 171, 1520]
post-line	[124, 329, 660, 338]
post-link[interactable]: http://sutobo.sp.jp/data/0/15/15874_157ac6c1a4fe7bea5e0389494ab61995.jpg	[124, 2323, 392, 2331]
post-header	[124, 1089, 660, 1095]
post-line: ﾊﾞﾝﾄﾞの一部がｷﾞﾀｰﾘｰﾀﾞｰﾀﾞﾝｼﾝｸﾞ	[124, 447, 184, 451]
post-line: 中河内敦香「ええんか？ここがええんか？（言笑）」	[124, 1993, 282, 2001]
post-line: 何か禁止のほのぼの場のルールとする	[124, 321, 244, 329]
post-line: >馬場脚が納生になるなら自分が三立だと思ったんだそうだね	[124, 1775, 310, 1783]
post-line: 中河内敦香「アッーイくぼ（笑)喋ってた(言笑)」	[124, 2010, 272, 2018]
post-line: ・状況宣伝ﾌﾞｯｸﾌﾞｰﾌﾞ 経験等の理論で不合格	[124, 1548, 261, 1555]
post-line	[124, 2246, 660, 2255]
post	[124, 1800, 660, 1969]
post-body	[124, 1816, 660, 1969]
post-header	[124, 2365, 660, 2371]
poster-id: ID:???	[646, 666, 660, 671]
